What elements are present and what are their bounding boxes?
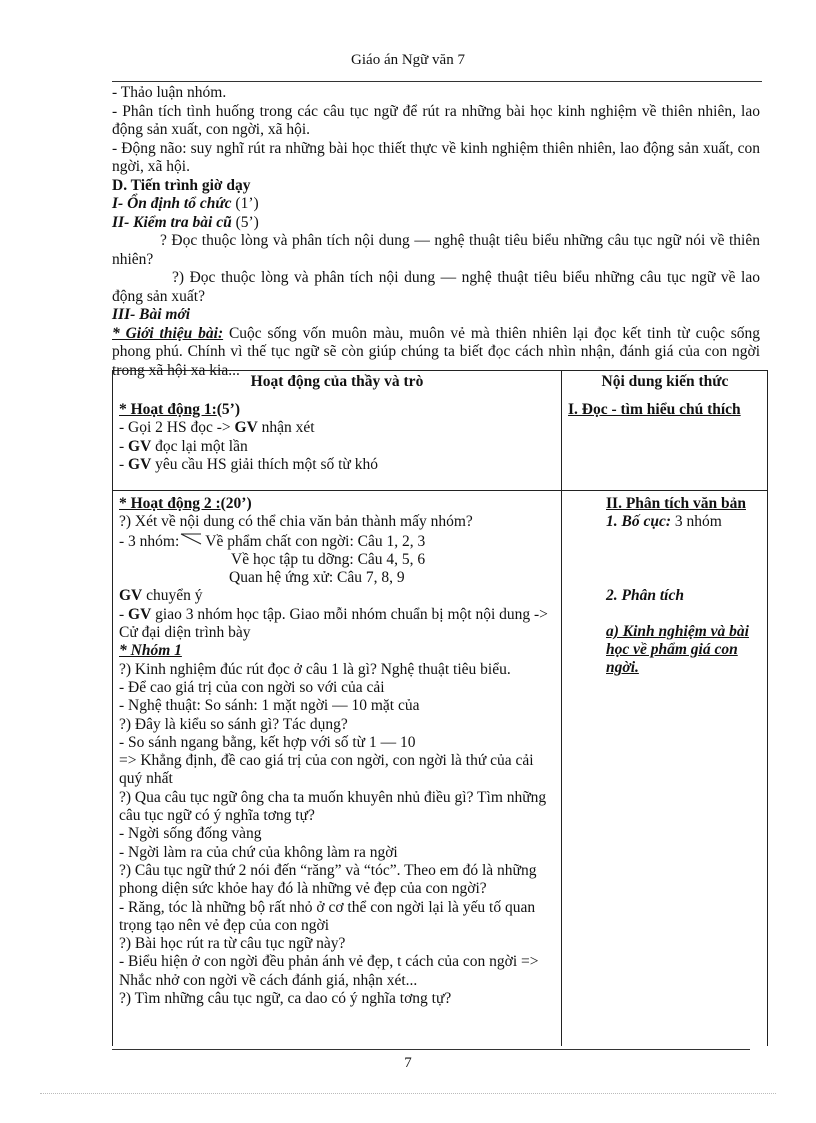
nhom-item-1: Về phẩm chất con ngời: Câu 1, 2, 3 [205, 532, 426, 550]
gv-label: GV [119, 587, 143, 605]
table-row-divider [113, 490, 767, 491]
section-2-time: (5’) [231, 213, 259, 231]
table-header-content: Nội dung kiến thức [601, 373, 729, 390]
bocuc-text: 3 nhóm [671, 513, 722, 531]
content-1-heading: I. Đọc - tìm hiểu chú thích [568, 401, 741, 418]
nhom-item-3: Quan hệ ứng xử: Câu 7, 8, 9 [229, 569, 405, 587]
table-column-divider [561, 371, 562, 1046]
nhom-1-line: - So sánh ngang bằng, kết hợp với số từ 1 — 10 [119, 733, 416, 751]
nhom-intro: - 3 nhóm: [119, 532, 180, 550]
activity-1-line-3: - GV yêu cầu HS giải thích một số từ khó [119, 455, 378, 473]
gv-chuyen-y [119, 587, 555, 605]
activity-1-line-3-text: yêu cầu HS giải thích một số từ khó [151, 455, 378, 473]
page-header-title: Giáo án Ngữ văn 7 [351, 52, 465, 68]
activity-2-time: (20’) [220, 495, 252, 512]
gv-label: GV [128, 437, 152, 455]
nhom-1-line: ?) Bài học rút ra từ câu tục ngữ này? [119, 935, 346, 953]
bocuc-line [606, 513, 764, 531]
nhom-1-line: - Răng, tóc là những bộ rất nhỏ ở cơ thể con ngời lại là yếu tố quan trọng tạo nên vẻ đẹp của con ngời [119, 898, 536, 934]
intro-section [112, 84, 760, 380]
activity-2-heading [119, 495, 555, 513]
nhom-1-line: - Để cao giá trị của con ngời so với của cải [119, 678, 385, 696]
activity-2-label: * Hoạt động 2 : [119, 495, 221, 512]
page-bottom-border [40, 1093, 776, 1094]
intro-line-2: - Phân tích tình huống trong các câu tục ngữ để rút ra những bài học kinh nghiệm về thiên nhiên, lao động sản xuất, con ngời, xã hội. [112, 102, 760, 138]
nhom-1-line: - Ngời làm ra của chứ của không làm ra ngời [119, 843, 398, 861]
section-d-title: D. Tiến trình giờ dạy [112, 176, 251, 194]
activity-1-heading [119, 401, 555, 419]
table-header-activities: Hoạt động của thầy và trò [250, 373, 424, 390]
question-2: ?) Đọc thuộc lòng và phân tích nội dung — nghệ thuật tiêu biểu những câu tục ngữ về lao động sản xuất? [112, 269, 760, 305]
gv-giao-text: giao 3 nhóm học tập. Giao mỗi nhóm chuẩn bị một nội dung -> Cử đại diện trình bày [119, 605, 548, 642]
activity-1-line-2: - GV đọc lại một lần [119, 437, 248, 455]
nhom-1-line: ?) Qua câu tục ngữ ông cha ta muốn khuyên nhủ điều gì? Tìm những câu tục ngữ có ý nghĩa tơng tự? [119, 788, 547, 825]
activity-1-time: (5’) [216, 401, 240, 418]
lesson-table [112, 370, 768, 1046]
intro-line-3: - Động não: suy nghĩ rút ra những bài học thiết thực về kinh nghiệm thiên nhiên, lao động sản xuất, con ngời, xã hội. [112, 139, 760, 175]
intro-line-1: - Thảo luận nhóm. [112, 84, 227, 101]
section-1-time: (1’) [231, 195, 259, 212]
gv-chuyen-text: chuyển ý [142, 587, 203, 605]
question-1: ? Đọc thuộc lòng và phân tích nội dung — nghệ thuật tiêu biểu những câu tục ngữ nói về thiên nhiên? [112, 232, 760, 268]
header-rule [112, 81, 762, 82]
activity-1-line-1-rest: nhận xét [257, 419, 315, 437]
section-2-heading [112, 214, 760, 233]
section-3-heading [112, 306, 760, 325]
nhom-1-line: - Ngời sống đống vàng [119, 825, 262, 843]
content-2-heading: II. Phân tích văn bản [606, 495, 746, 512]
nhom-1-line: - Biểu hiện ở con ngời đều phản ánh vẻ đẹp, t cách của con ngời => Nhắc nhở con ngời về cách đánh giá, nhận xét... [119, 953, 539, 989]
page-number: 7 [404, 1055, 412, 1071]
kinh-nghiem-heading: a) Kinh nghiệm và bài học về phẩm giá con ngời. [606, 622, 749, 677]
gioi-thieu-text: Cuộc sống vốn muôn màu, muôn vẻ mà thiên nhiên lại đọc kết tinh từ cuộc sống phong phú. Chính vì thế tục ngữ sẽ còn giúp chúng ta biết đọc cách nhìn nhận, đánh giá của con ngời trong xã hội xa kia... [112, 324, 761, 379]
activity-1-line-1 [119, 419, 555, 437]
activity-1-label: * Hoạt động 1: [119, 401, 217, 418]
gv-label: GV [128, 605, 152, 623]
nhom-1-line: ?) Kinh nghiệm đúc rút đọc ở câu 1 là gì? Nghệ thuật tiêu biểu. [119, 660, 511, 678]
activity-1-line-1-text: - Gọi 2 HS đọc -> [119, 419, 235, 437]
nhom-item-2: Về học tập tu dỡng: Câu 4, 5, 6 [231, 550, 426, 568]
question-chia-nhom: ?) Xét về nội dung có thể chia văn bản thành mấy nhóm? [119, 513, 473, 531]
gioi-thieu-label: * Giới thiệu bài: [112, 324, 224, 342]
nhom-1-lines [119, 661, 555, 1009]
section-2-label: II- Kiểm tra bài cũ [112, 213, 232, 231]
table-cell-activity-1 [119, 401, 555, 474]
phan-tich-heading: 2. Phân tích [606, 586, 684, 604]
table-cell-content-2 [606, 495, 764, 678]
nhom-line-1 [119, 532, 555, 551]
nhom-1-line: ?) Tìm những câu tục ngữ, ca dao có ý nghĩa tơng tự? [119, 990, 452, 1008]
gv-label: GV [128, 455, 152, 473]
gv-giao-nhom: - GV giao 3 nhóm học tập. Giao mỗi nhóm chuẩn bị một nội dung -> Cử đại diện trình bày [119, 605, 548, 642]
section-1-label: I- Ổn định tổ chức [112, 195, 232, 212]
section-3-label: III- Bài mới [112, 306, 191, 323]
nhom-1-line: ?) Đây là kiểu so sánh gì? Tác dụng? [119, 715, 348, 733]
nhom-1-label: * Nhóm 1 [119, 642, 182, 660]
nhom-1-line: => Khẳng định, đề cao giá trị của con ngời, con ngời là thứ của cải quý nhất [119, 752, 534, 788]
table-cell-activity-2 [119, 495, 555, 1008]
bracket-icon [179, 532, 205, 551]
section-d-heading [112, 177, 760, 196]
nhom-1-line: ?) Câu tục ngữ thứ 2 nói đến “răng” và “tóc”. Theo em đó là những phong diện sức khỏe hay đó là những vẻ đẹp của con ngời? [119, 861, 537, 898]
section-1-heading [112, 195, 760, 214]
activity-1-line-2-text: đọc lại một lần [151, 437, 248, 455]
gv-label: GV [234, 419, 258, 437]
footer-rule [112, 1049, 750, 1050]
bocuc-label: 1. Bố cục: [606, 513, 672, 531]
nhom-1-line: - Nghệ thuật: So sánh: 1 mặt ngời — 10 mặt của [119, 697, 420, 715]
table-cell-content-1 [568, 401, 763, 419]
